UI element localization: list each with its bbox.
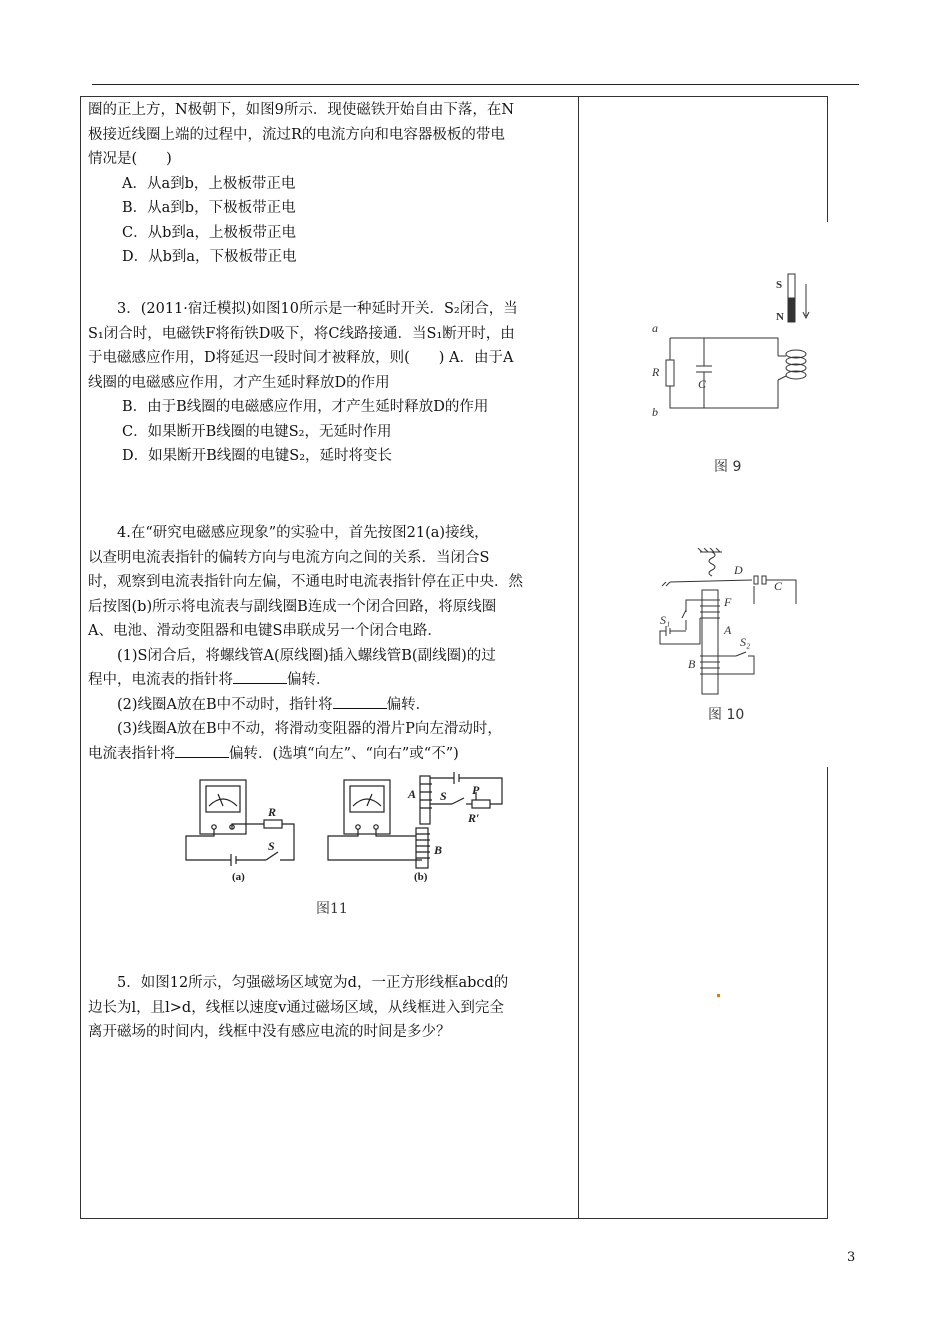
q3-option-d: D．如果断开B线圈的电键S₂，延时将变长 (122, 448, 393, 464)
fig9-label-a: a (652, 321, 658, 335)
fig9-label-n: N (776, 311, 784, 323)
fig10-label-a: A (724, 623, 732, 637)
q3-line: 3．(2011·宿迁模拟)如图10所示是一种延时开关．S₂闭合，当 (117, 301, 518, 317)
q2-option-c: C．从b到a，上极板带正电 (122, 224, 297, 241)
question-5 (88, 971, 572, 1045)
q2-option-b: B．从a到b，下极板带正电 (122, 200, 296, 216)
q3-option-b: B．由于B线圈的电磁感应作用，才产生延时释放D的作用 (122, 399, 489, 415)
q3-line: S₁闭合时，电磁铁F将衔铁D吸下，将C线路接通．当S₁断开时，由 (88, 325, 515, 342)
fig11-label-r: R (268, 805, 277, 819)
q4-sub2: (2)线圈A放在B中不动时，指针将 偏转． (88, 693, 572, 718)
q4-line: A、电池、滑动变阻器和电键S串联成另一个闭合电路． (88, 623, 442, 639)
fig11-a-label: (a) (232, 871, 245, 883)
fig10-label-s2: S₂ (740, 635, 751, 649)
q5-line: 边长为l，且l>d，线框以速度v通过磁场区域，从线框进入到完全 (88, 999, 504, 1016)
column-divider (578, 96, 579, 1219)
fig9-label-c: C (698, 377, 707, 391)
q4-line: 以查明电流表指针的偏转方向与电流方向之间的关系．当闭合S (88, 549, 490, 566)
stray-mark (717, 994, 720, 997)
figure-9 (646, 268, 822, 418)
question-4 (88, 521, 572, 766)
fig10-label-s1: S₁ (660, 613, 671, 627)
fig11-label-b: B (434, 843, 443, 857)
figure-11-caption: 图11 (316, 901, 348, 917)
question-2 (88, 98, 572, 270)
q2-line: 情况是( ) (88, 151, 172, 167)
fig9-label-s: S (776, 279, 783, 291)
answer-blank (175, 743, 229, 758)
figure-11 (176, 772, 506, 884)
q3-line: 于电磁感应作用，D将延迟一段时间才被释放，则( ) A．由于A (88, 350, 514, 366)
q3-option-c: C．如果断开B线圈的电键S₂，无延时作用 (122, 423, 392, 440)
fig10-label-d: D (734, 563, 743, 577)
q4-line: 4.在“研究电磁感应现象”的实验中，首先按图21(a)接线， (117, 525, 489, 541)
fig9-label-b: b (652, 405, 658, 418)
fig9-label-r: R (652, 365, 660, 379)
fig10-label-b: B (688, 657, 696, 671)
q4-sub3-cont: 电流表指针将 偏转．(选填“向左”、“向右”或“不”) (88, 742, 572, 767)
q4-line: 时，观察到电流表指针向左偏，不通电时电流表指针停在正中央．然 (88, 574, 523, 590)
fig10-label-f: F (724, 595, 732, 609)
figure-10 (656, 548, 806, 698)
q4-sub1: (1)S闭合后，将螺线管A(原线圈)插入螺线管B(副线圈)的过 (117, 647, 496, 664)
fig10-label-c: C (774, 579, 783, 593)
q4-sub3: (3)线圈A放在B中不动，将滑动变阻器的滑片P向左滑动时， (117, 721, 502, 737)
fig11-b-label: (b) (414, 871, 428, 883)
fig11-label-s: S (268, 839, 275, 853)
q3-line: 线圈的电磁感应作用，才产生延时释放D的作用 (88, 374, 390, 391)
q2-line: 圈的正上方，N极朝下，如图9所示．现使磁铁开始自由下落，在N (88, 102, 515, 118)
q4-line: 后按图(b)所示将电流表与副线圈B连成一个闭合回路，将原线圈 (88, 598, 497, 615)
q4-sub1-cont: 程中，电流表的指针将 偏转． (88, 668, 572, 693)
figure-9-caption: 图 9 (714, 459, 742, 475)
header-rule (92, 84, 859, 85)
q2-option-d: D．从b到a，下极板带正电 (122, 249, 297, 265)
figure-10-caption: 图 10 (708, 707, 745, 723)
fig11-label-p: P (472, 783, 480, 797)
fig11-label-s2: S (440, 789, 447, 803)
fig11-label-a: A (408, 787, 417, 801)
fig11-label-rprime: R′ (468, 811, 480, 825)
q2-option-a: A．从a到b，上极板带正电 (122, 175, 296, 192)
question-3 (88, 297, 572, 469)
q2-line: 极接近线圈上端的过程中，流过R的电流方向和电容器极板的带电 (88, 126, 505, 143)
q5-line: 5．如图12所示，匀强磁场区域宽为d，一正方形线框abcd的 (117, 975, 509, 991)
answer-blank (333, 694, 387, 709)
page-number: 3 (847, 1250, 856, 1265)
answer-blank (233, 669, 287, 684)
q5-line: 离开磁场的时间内，线框中没有感应电流的时间是多少？ (88, 1024, 451, 1040)
border-gap (825, 222, 829, 767)
